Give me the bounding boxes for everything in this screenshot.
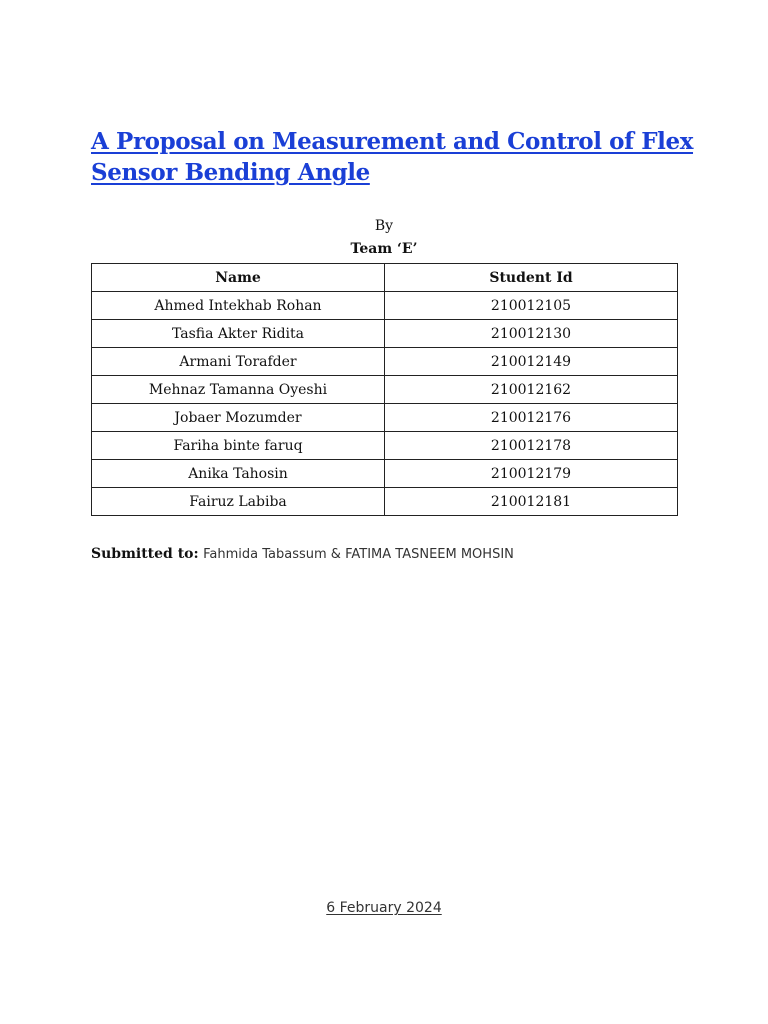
title-line-2: Sensor Bending Angle xyxy=(91,159,370,186)
member-student-id: 210012181 xyxy=(385,488,678,516)
table-row xyxy=(92,460,678,488)
table-row xyxy=(92,404,678,432)
member-student-id: 210012176 xyxy=(385,404,678,432)
member-student-id: 210012179 xyxy=(385,460,678,488)
column-header-name: Name xyxy=(92,264,385,292)
team-label: Team ‘E’ xyxy=(350,241,418,257)
member-student-id: 210012149 xyxy=(385,348,678,376)
member-name: Jobaer Mozumder xyxy=(92,404,385,432)
member-name: Ahmed Intekhab Rohan xyxy=(92,292,385,320)
submitted-to-names: Fahmida Tabassum & FATIMA TASNEEM MOHSIN xyxy=(203,547,514,562)
document-date xyxy=(0,898,768,918)
table-row xyxy=(92,432,678,460)
table-row xyxy=(92,292,678,320)
member-student-id: 210012105 xyxy=(385,292,678,320)
members-table xyxy=(91,263,678,516)
document-title[interactable] xyxy=(91,126,694,188)
member-name: Fairuz Labiba xyxy=(92,488,385,516)
table-row xyxy=(92,348,678,376)
table-header-row xyxy=(92,264,678,292)
submitted-to-label: Submitted to: xyxy=(91,546,199,562)
submitted-to-line xyxy=(91,544,514,565)
member-name: Mehnaz Tamanna Oyeshi xyxy=(92,376,385,404)
date-text: 6 February 2024 xyxy=(326,900,442,916)
by-label: By xyxy=(374,218,394,234)
member-name: Tasfia Akter Ridita xyxy=(92,320,385,348)
table-row xyxy=(92,376,678,404)
member-student-id: 210012130 xyxy=(385,320,678,348)
member-name: Armani Torafder xyxy=(92,348,385,376)
column-header-student-id: Student Id xyxy=(385,264,678,292)
table-row xyxy=(92,320,678,348)
member-name: Fariha binte faruq xyxy=(92,432,385,460)
member-student-id: 210012178 xyxy=(385,432,678,460)
table-row xyxy=(92,488,678,516)
member-name: Anika Tahosin xyxy=(92,460,385,488)
title-line-1: A Proposal on Measurement and Control of Flex xyxy=(91,128,694,155)
member-student-id: 210012162 xyxy=(385,376,678,404)
